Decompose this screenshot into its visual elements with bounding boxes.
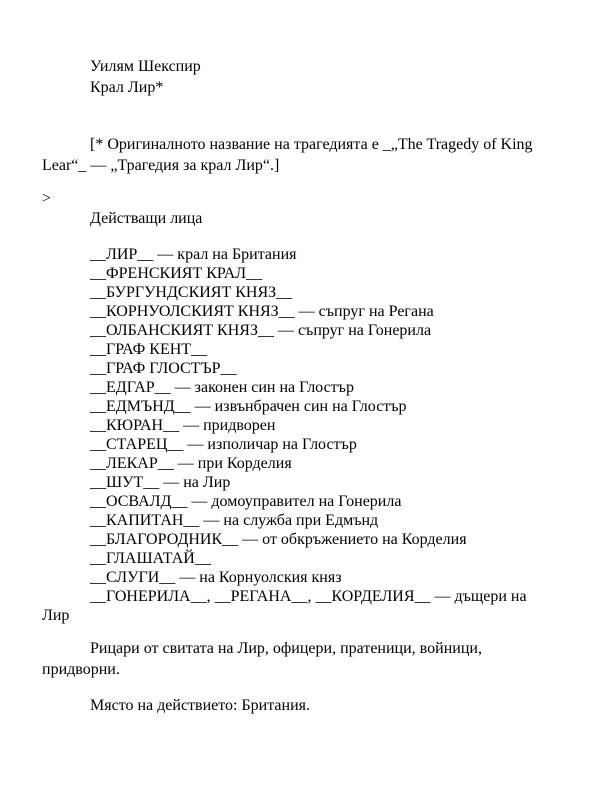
cast-item: __ЛЕКАР__ — при Корделия xyxy=(90,455,292,472)
cast-item: __КЮРАН__ — придворен xyxy=(90,417,276,434)
cast-item: __СЛУГИ__ — на Корнуолския княз xyxy=(90,569,342,586)
cast-item: __СТАРЕЦ__ — изполичар на Глостър xyxy=(90,436,357,453)
cast-item: __ЕДМЪНД__ — извънбрачен син на Глостър xyxy=(90,398,407,415)
cast-item: __ОЛБАНСКИЯТ КНЯЗ__ — съпруг на Гонерила xyxy=(90,322,432,339)
cast-item: __ОСВАЛД__ — домоуправител на Гонерила xyxy=(90,493,402,510)
cast-item-daughters: __ГОНЕРИЛА__, __РЕГАНА__, __КОРДЕЛИЯ__ — дъщери на xyxy=(90,588,527,605)
setting-line: Място на действието: Британия. xyxy=(90,697,310,714)
footnote-line-2: Lear“_ — „Трагедия за крал Лир“.] xyxy=(42,157,280,174)
cast-item: __ЛИР__ — крал на Британия xyxy=(90,246,297,263)
cast-item: __ШУТ__ — на Лир xyxy=(90,474,231,491)
play-title: Крал Лир* xyxy=(90,79,164,96)
extras-line-1: Рицари от свитата на Лир, офицери, пратеници, войници, xyxy=(90,640,482,657)
cast-item: __ГРАФ ГЛОСТЪР__ xyxy=(90,360,237,377)
cast-item: __ГРАФ КЕНТ__ xyxy=(90,341,208,358)
cast-item: __КОРНУОЛСКИЯТ КНЯЗ__ — съпруг на Регана xyxy=(90,303,434,320)
cast-item: __КАПИТАН__ — на служба при Едмънд xyxy=(90,512,379,529)
cast-heading: Действащи лица xyxy=(90,210,203,227)
cast-item: __БУРГУНДСКИЯТ КНЯЗ__ xyxy=(90,284,293,301)
extras-line-2: придворни. xyxy=(42,661,120,678)
author-name: Уилям Шекспир xyxy=(90,58,201,75)
footnote-line-1: [* Оригиналното название на трагедията е _„The Tragedy of King xyxy=(90,136,533,153)
cast-item-daughters-cont: Лир xyxy=(42,607,70,624)
cast-item: __ГЛАШАТАЙ__ xyxy=(90,550,211,567)
cast-item: __БЛАГОРОДНИК__ — от обкръжението на Корделия xyxy=(90,531,467,548)
cast-item: __ЕДГАР__ — законен син на Глостър xyxy=(90,379,354,396)
marker: > xyxy=(42,190,52,207)
cast-item: __ФРЕНСКИЯТ КРАЛ__ xyxy=(90,265,263,282)
